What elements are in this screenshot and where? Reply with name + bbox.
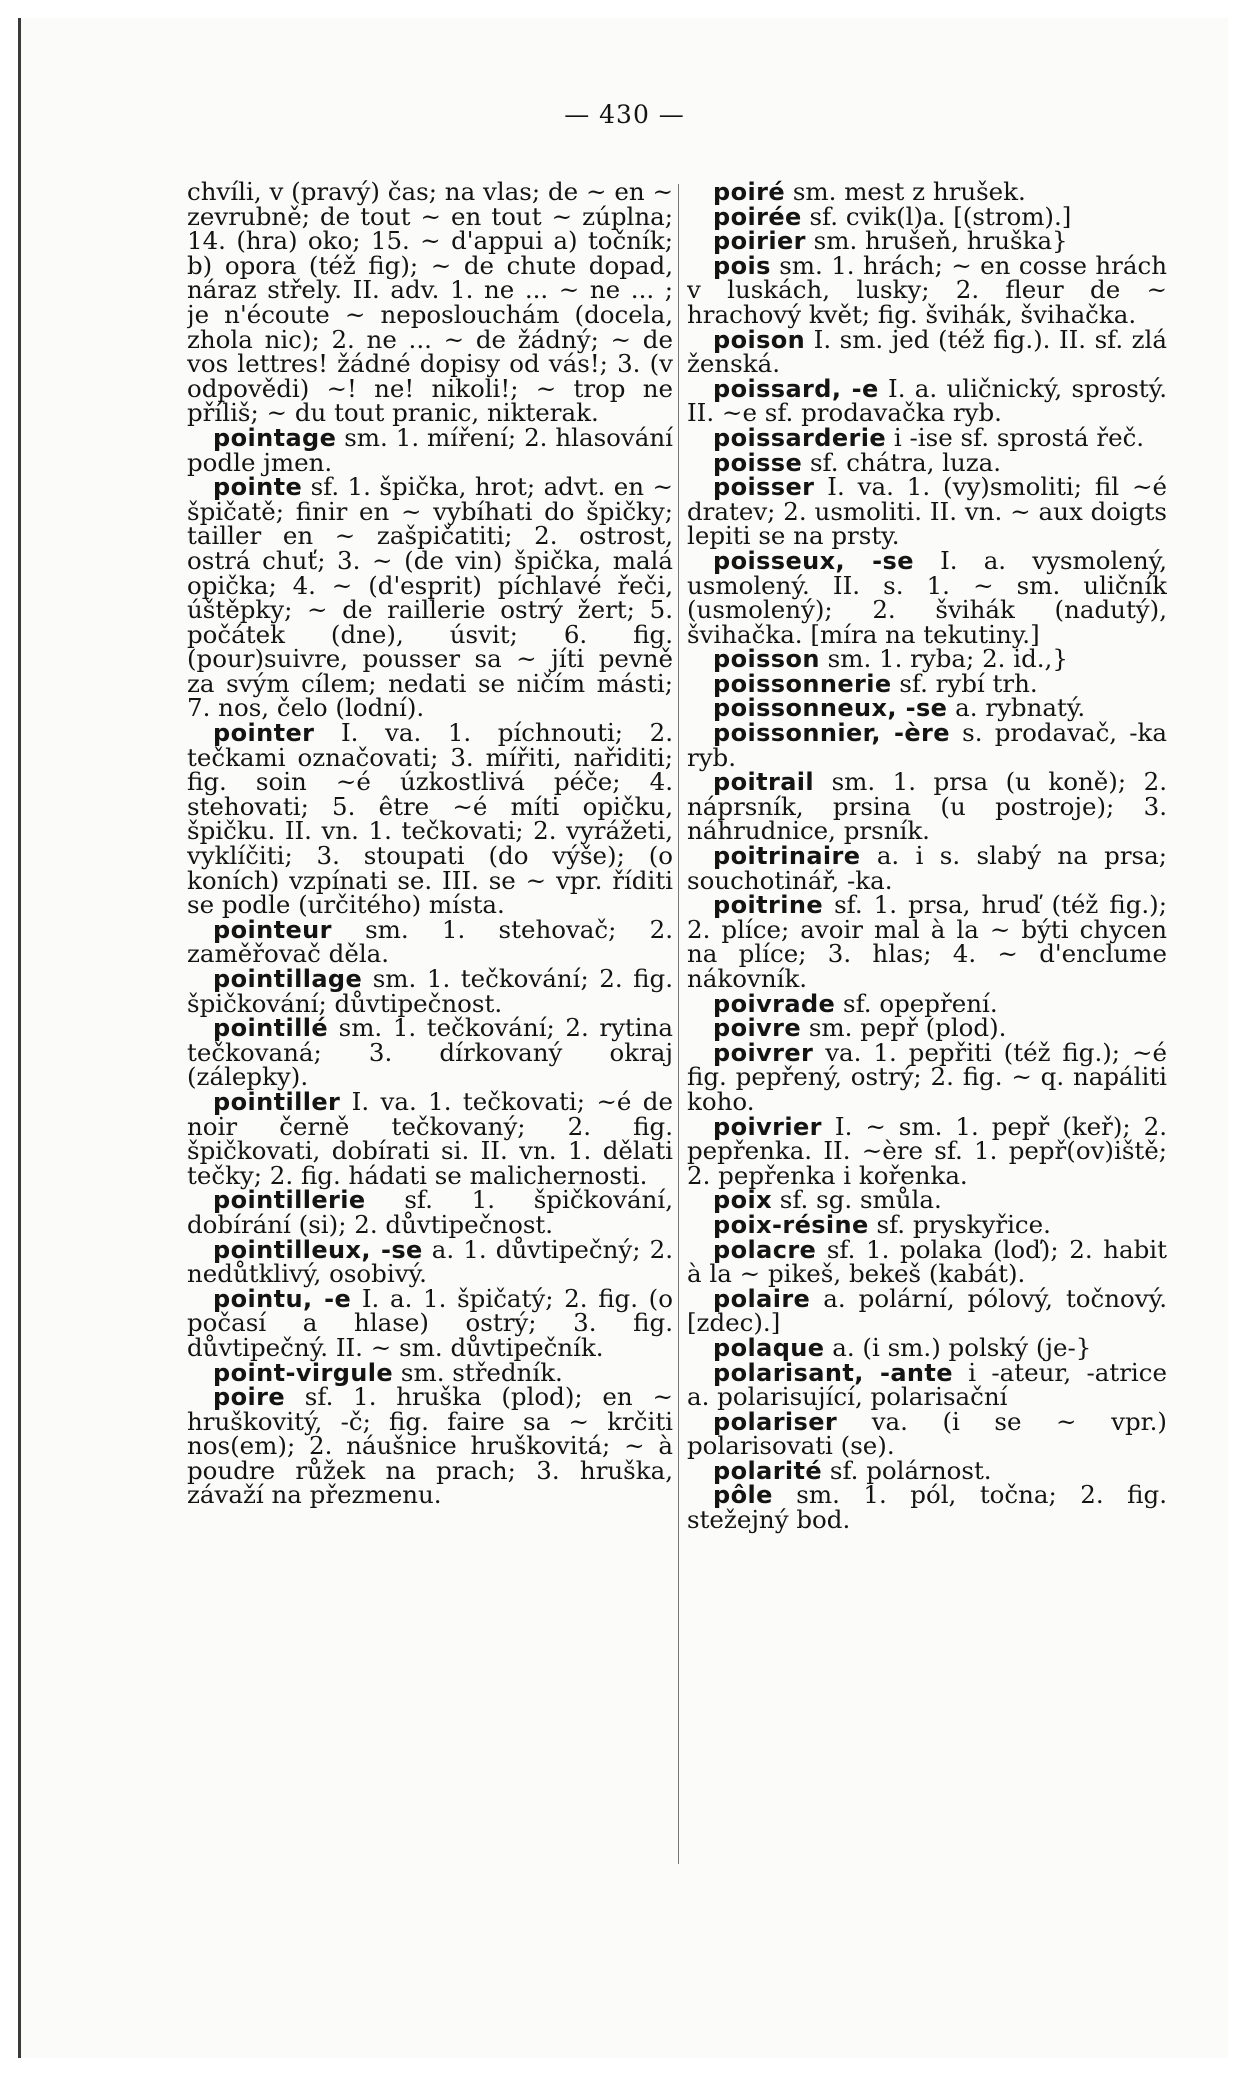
entry-text: a. i s. slabý na prsa; souchotinář, -ka. bbox=[687, 841, 1167, 895]
entry-headword: pointiller bbox=[213, 1087, 341, 1116]
dictionary-entry bbox=[687, 1111, 1167, 1190]
entry-text: i -ise sf. sprostá řeč. bbox=[893, 422, 1145, 452]
entry-headword: polariser bbox=[713, 1407, 838, 1436]
entry-text: s. prodavač, -ka ryb. bbox=[687, 718, 1167, 772]
entry-headword: pointu, -e bbox=[213, 1284, 352, 1313]
dictionary-entry bbox=[187, 1185, 673, 1239]
entry-headword: pointe bbox=[213, 473, 303, 502]
entry-headword: poirier bbox=[713, 227, 806, 256]
entry-text: I. a. 1. špičatý; 2. fig. (o počasí a hlase) ostrý; 3. fig. důvtipečný. II. ~ sm. důvtipečník. bbox=[187, 1283, 673, 1362]
dictionary-entry bbox=[187, 1283, 673, 1362]
entry-headword: polarité bbox=[713, 1456, 823, 1485]
entry-text: I. va. 1. tečkovati; ~é de noir černě tečkovaný; 2. fig. špičkovati, dobírati si. II. vn. 1. dělati tečky; 2. fig. hádati se malichernosti. bbox=[187, 1086, 673, 1190]
entry-text: sm. 1. ryba; 2. id.,} bbox=[827, 644, 1068, 674]
entry-headword: polarisant, -ante bbox=[713, 1358, 953, 1387]
entry-text: sf. rybí trh. bbox=[899, 668, 1038, 698]
dictionary-entry bbox=[687, 250, 1167, 329]
entry-headword: poivrade bbox=[713, 989, 836, 1018]
dictionary-entry bbox=[687, 890, 1167, 993]
entry-headword: poitrinaire bbox=[713, 842, 861, 871]
entry-text: I. va. 1. (vy)smoliti; fil ~é dratev; 2. usmoliti. II. vn. ~ aux doigts lepiti se na prsty. bbox=[687, 472, 1167, 551]
entry-text: sf. 1. špička, hrot; advt. en ~ špičatě; finir en ~ vybíhati do špičky; tailler en ~ zašpičatiti; 2. ostrost, ostrá chuť; 3. ~ (de vin) špička, malá opička; 4. ~ (d'esprit) píchlavé řeči, úštěpky; ~ de raillerie ostrý žert; 5. počátek (dne), úsvit; 6. fig. (pour)suivre, pousser sa ~ jíti pevně za svým cílem; nedati se ničím másti; 7. nos, čelo (lodní). bbox=[187, 472, 673, 723]
entry-text: sm. 1. stehovač; 2. zaměřovač děla. bbox=[187, 914, 673, 969]
dictionary-entry bbox=[187, 718, 673, 920]
page-number: — 430 — bbox=[564, 100, 685, 129]
entry-text: sm. pepř (plod). bbox=[808, 1013, 1007, 1043]
entry-text: I. va. 1. píchnouti; 2. tečkami označovati; 3. mířiti, nařiditi; fig. soin ~é úzkostlivá péče; 4. stehovati; 5. être ~é míti opičku, špičku. II. vn. 1. tečkovati; 2. vyrážeti, vyklíčiti; 3. stoupati (do výše); (o koních) vzpínati se. III. se ~ vpr. říditi se podle (určitého) místa. bbox=[187, 718, 673, 920]
dictionary-entry bbox=[687, 324, 1167, 379]
entry-headword: pointillage bbox=[213, 965, 363, 993]
entry-headword: poisseux, -se bbox=[713, 546, 914, 575]
entry-text: I. a. uličnický, sprostý. II. ~e sf. prodavačka ryb. bbox=[687, 373, 1167, 428]
entry-text: sf. sg. smůla. bbox=[779, 1185, 942, 1215]
entry-headword: polaque bbox=[713, 1333, 825, 1362]
entry-text: sm. hrušeň, hruška} bbox=[813, 226, 1068, 256]
entry-text: sm. 1. hrách; ~ en cosse hrách v luskách, lusky; 2. fleur de ~ hrachový květ; fig. švihák, švihačka. bbox=[687, 250, 1167, 329]
entry-text: sf. opepření. bbox=[843, 988, 998, 1018]
entry-text: i -ateur, -atrice a. polarisující, polarisační bbox=[687, 1357, 1167, 1412]
entry-text: sm. 1. míření; 2. hlasování podle jmen. bbox=[187, 422, 673, 477]
entry-text: sf. 1. špičkování, dobírání (si); 2. důvtipečnost. bbox=[187, 1185, 673, 1239]
entry-headword: poissonneux, -se bbox=[713, 694, 948, 723]
right-column bbox=[687, 180, 1167, 2052]
dictionary-entry bbox=[187, 422, 673, 477]
entry-text: sm. mest z hrušek. bbox=[792, 180, 1026, 206]
dictionary-entry bbox=[187, 180, 673, 426]
entry-text: a. rybnatý. bbox=[955, 693, 1086, 723]
entry-headword: poisson bbox=[713, 645, 820, 674]
entry-headword: pointillerie bbox=[213, 1186, 366, 1215]
entry-headword: poivrier bbox=[713, 1112, 822, 1141]
entry-headword: pointillé bbox=[213, 1014, 329, 1043]
entry-headword: poissarderie bbox=[713, 423, 887, 452]
entry-headword: poivre bbox=[713, 1014, 802, 1043]
entry-headword: poix-résine bbox=[713, 1210, 869, 1239]
entry-headword: pointeur bbox=[213, 915, 332, 944]
entry-text: sf. polárnost. bbox=[829, 1455, 992, 1485]
dictionary-entry bbox=[687, 472, 1167, 551]
entry-text: sf. 1. hruška (plod); en ~ hruškovitý, -č; fig. faire sa ~ krčiti nos(em); 2. náušnice hruškovitá; ~ à poudre růžek na prach; 3. hruška, závaží na přezmenu. bbox=[187, 1382, 673, 1510]
entry-headword: poirée bbox=[713, 202, 802, 231]
left-column bbox=[187, 180, 673, 2052]
dictionary-entry bbox=[187, 472, 673, 723]
dictionary-entry bbox=[687, 1480, 1167, 1535]
dictionary-entry bbox=[687, 841, 1167, 895]
entry-text: va. (i se ~ vpr.) polarisovati (se). bbox=[687, 1406, 1167, 1461]
entry-headword: polaire bbox=[713, 1284, 811, 1313]
entry-headword: pointilleux, -se bbox=[213, 1235, 423, 1264]
entry-text: va. 1. pepřiti (též fig.); ~é fig. pepřený, ostrý; 2. fig. ~ q. napáliti koho. bbox=[687, 1037, 1167, 1116]
dictionary-entry bbox=[687, 545, 1167, 649]
entry-text: chvíli, v (pravý) čas; na vlas; de ~ en ~ zevrubně; de tout ~ en tout ~ zúplna; 14. (hra) oko; 15. ~ d'appui a) točník; b) opora (též fig); ~ de chute dopad, náraz střely. II. adv. 1. ne ... ~ ne ... ; je n'écoute ~ neposlouchám (docela, zhola nic); 2. ne ... ~ de žádný; ~ de vos lettres! žádné dopisy od vás!; 3. (v odpovědi) ~! ne! nikoli!; ~ trop ne příliš; ~ du tout pranic, nikterak. bbox=[187, 180, 673, 428]
dictionary-entry bbox=[687, 668, 1167, 698]
dictionary-entry bbox=[687, 718, 1167, 772]
dictionary-entry bbox=[687, 767, 1167, 846]
dictionary-entry bbox=[687, 1234, 1167, 1289]
entry-headword: poivrer bbox=[713, 1038, 814, 1067]
entry-headword: poire bbox=[213, 1383, 286, 1412]
entry-text: sf. chátra, luza. bbox=[809, 447, 1002, 477]
entry-text: sf. cvik(l)a. [(strom).] bbox=[809, 201, 1072, 231]
dictionary-entry bbox=[687, 1406, 1167, 1461]
entry-text: sm. 1. pól, točna; 2. fig. stežejný bod. bbox=[687, 1480, 1167, 1535]
dictionary-entry bbox=[187, 1382, 673, 1510]
entry-headword: poitrine bbox=[713, 891, 823, 920]
dictionary-entry bbox=[687, 373, 1167, 428]
entry-headword: pointer bbox=[213, 719, 315, 748]
entry-text: a. polární, pólový, točnový. [zdec).] bbox=[687, 1283, 1167, 1338]
entry-headword: poitrail bbox=[713, 768, 815, 797]
dictionary-page bbox=[18, 18, 1228, 2058]
entry-headword: poissard, -e bbox=[713, 374, 879, 403]
entry-text: sm. 1. tečkování; 2. fig. špičkování; důvtipečnost. bbox=[187, 964, 673, 1018]
entry-headword: point-virgule bbox=[213, 1358, 394, 1387]
entry-text: a. 1. důvtipečný; 2. nedůtklivý, osobivý. bbox=[187, 1234, 673, 1289]
entry-text: sm. středník. bbox=[400, 1357, 563, 1387]
entry-headword: poissonnerie bbox=[713, 669, 892, 698]
dictionary-entry bbox=[187, 1086, 673, 1190]
entry-headword: poisse bbox=[713, 448, 803, 477]
entry-headword: poissonnier, -ère bbox=[713, 719, 950, 748]
entry-headword: poison bbox=[713, 325, 806, 354]
entry-headword: poix bbox=[713, 1186, 772, 1215]
entry-headword: poisser bbox=[713, 473, 815, 502]
entry-text: sm. 1. tečkování; 2. rytina tečkovaná; 3. dírkovaný okraj (zálepky). bbox=[187, 1013, 673, 1092]
column-divider bbox=[678, 184, 679, 1864]
dictionary-entry bbox=[187, 964, 673, 1018]
entry-text: a. (i sm.) polský (je-} bbox=[832, 1332, 1092, 1362]
entry-headword: pois bbox=[713, 251, 771, 280]
entry-text: sf. 1. polaka (loď); 2. habit à la ~ pikeš, bekeš (kabát). bbox=[687, 1234, 1167, 1289]
dictionary-entry bbox=[687, 1037, 1167, 1116]
dictionary-entry bbox=[187, 1234, 673, 1289]
entry-text: I. a. vysmolený, usmolený. II. s. 1. ~ sm. uličník (usmolený); 2. švihák (nadutý), švihačka. [míra na tekutiny.] bbox=[687, 545, 1167, 649]
dictionary-entry bbox=[687, 1357, 1167, 1412]
dictionary-entry bbox=[187, 1013, 673, 1092]
entry-headword: pointage bbox=[213, 423, 337, 452]
entry-text: sf. pryskyřice. bbox=[876, 1209, 1051, 1239]
entry-text: sf. 1. prsa, hruď (též fig.); 2. plíce; avoir mal à la ~ býti chycen na plíce; 3. hlas; 4. ~ d'enclume nákovník. bbox=[687, 890, 1167, 993]
entry-text: I. sm. jed (též fig.). II. sf. zlá ženská. bbox=[687, 324, 1167, 379]
dictionary-entry bbox=[187, 914, 673, 969]
entry-text: sm. 1. prsa (u koně); 2. náprsník, prsina (u postroje); 3. náhrudnice, prsník. bbox=[687, 767, 1167, 846]
entry-text: I. ~ sm. 1. pepř (keř); 2. pepřenka. II. ~ère sf. 1. pepř(ov)iště; 2. pepřenka i kořenka. bbox=[687, 1111, 1167, 1190]
entry-headword: pôle bbox=[713, 1481, 773, 1510]
dictionary-entry bbox=[687, 1283, 1167, 1338]
entry-headword: polacre bbox=[713, 1235, 817, 1264]
entry-headword: poiré bbox=[713, 180, 786, 206]
